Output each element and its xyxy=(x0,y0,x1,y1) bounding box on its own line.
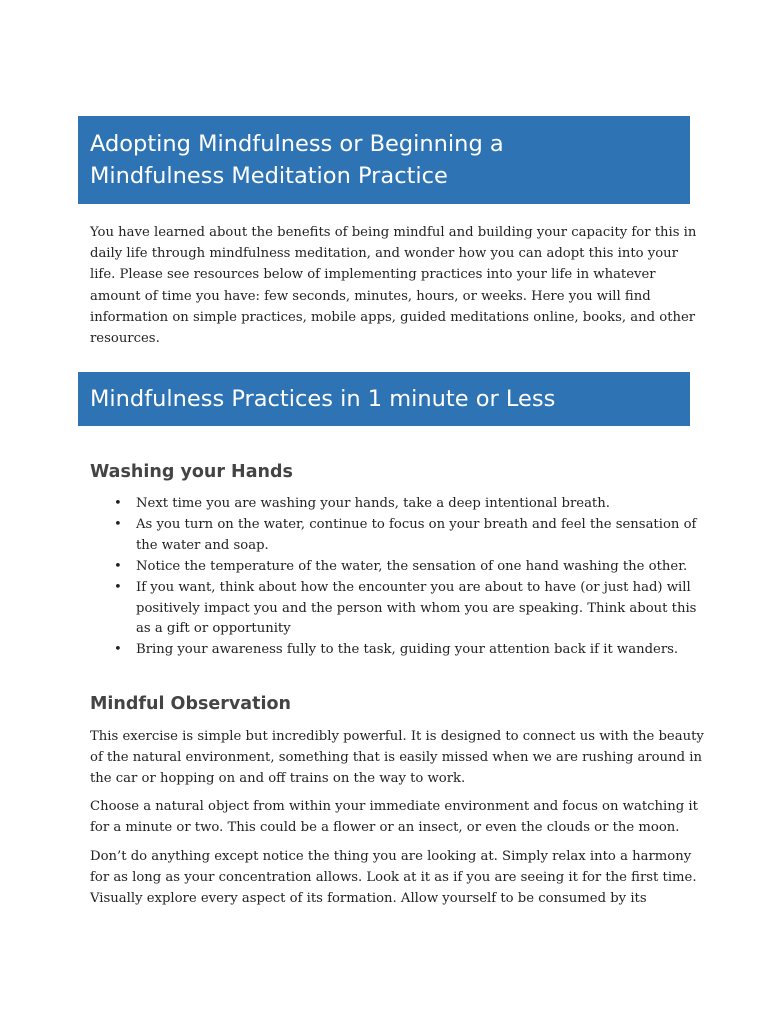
mindful-observation-heading: Mindful Observation xyxy=(90,694,291,714)
bullet-icon: • xyxy=(114,642,122,658)
paragraph-line: Don’t do anything except notice the thing you are looking at. Simply relax into a harmony xyxy=(90,849,692,864)
bullet-icon: • xyxy=(114,516,122,532)
observation-paragraph xyxy=(90,846,697,910)
list-item-line: Notice the temperature of the water, the sensation of one hand washing the other. xyxy=(136,558,688,574)
list-item-line: Bring your awareness fully to the task, guiding your attention back if it wanders. xyxy=(136,642,679,658)
section-banner xyxy=(78,372,690,426)
paragraph-line: Choose a natural object from within your immediate environment and focus on watching it xyxy=(90,799,698,814)
intro-paragraph xyxy=(90,222,697,349)
list-item-line: Next time you are washing your hands, take a deep intentional breath. xyxy=(136,496,610,511)
paragraph-line: Visually explore every aspect of its formation. Allow yourself to be consumed by its xyxy=(90,891,647,907)
title-line: Mindfulness Meditation Practice xyxy=(90,163,448,189)
intro-line: information on simple practices, mobile apps, guided meditations online, books, and other xyxy=(90,309,696,325)
paragraph-line: This exercise is simple but incredibly powerful. It is designed to connect us with the beauty xyxy=(90,729,704,744)
bullet-icon: • xyxy=(114,496,122,511)
list-item-line: as a gift or opportunity xyxy=(136,621,291,637)
intro-line: resources. xyxy=(90,331,160,347)
observation-paragraph xyxy=(90,726,704,790)
list-item-line: the water and soap. xyxy=(136,537,269,553)
paragraph-line: of the natural environment, something that is easily missed when we are rushing around in xyxy=(90,750,702,766)
list-item-line: As you turn on the water, continue to focus on your breath and feel the sensation of xyxy=(136,516,697,532)
list-item xyxy=(90,640,690,661)
title-banner xyxy=(78,116,690,204)
paragraph-line: for as long as your concentration allows. Look at it as if you are seeing it for the first time. xyxy=(90,870,697,886)
list-item-line: positively impact you and the person with whom you are speaking. Think about this xyxy=(136,600,697,616)
title-line: Adopting Mindfulness or Beginning a xyxy=(90,131,504,157)
list-item xyxy=(90,494,690,515)
bullet-icon: • xyxy=(114,579,122,595)
paragraph-line: the car or hopping on and off trains on the way to work. xyxy=(90,771,466,787)
paragraph-line: for a minute or two. This could be a flower or an insect, or even the clouds or the moon. xyxy=(90,820,680,836)
intro-line: amount of time you have: few seconds, minutes, hours, or weeks. Here you will find xyxy=(90,288,651,304)
intro-line: You have learned about the benefits of being mindful and building your capacity for this in xyxy=(90,225,697,240)
list-item xyxy=(90,578,697,641)
washing-hands-list xyxy=(90,494,697,661)
observation-paragraph xyxy=(90,796,698,838)
list-item xyxy=(90,515,697,557)
intro-line: life. Please see resources below of implementing practices into your life in whatever xyxy=(90,267,656,283)
list-item xyxy=(90,557,690,578)
washing-hands-heading: Washing your Hands xyxy=(90,462,293,482)
intro-line: daily life through mindfulness meditation, and wonder how you can adopt this into your xyxy=(90,246,678,262)
bullet-icon: • xyxy=(114,558,122,574)
section-banner-title: Mindfulness Practices in 1 minute or Less xyxy=(90,386,556,412)
list-item-line: If you want, think about how the encounter you are about to have (or just had) will xyxy=(136,579,691,595)
